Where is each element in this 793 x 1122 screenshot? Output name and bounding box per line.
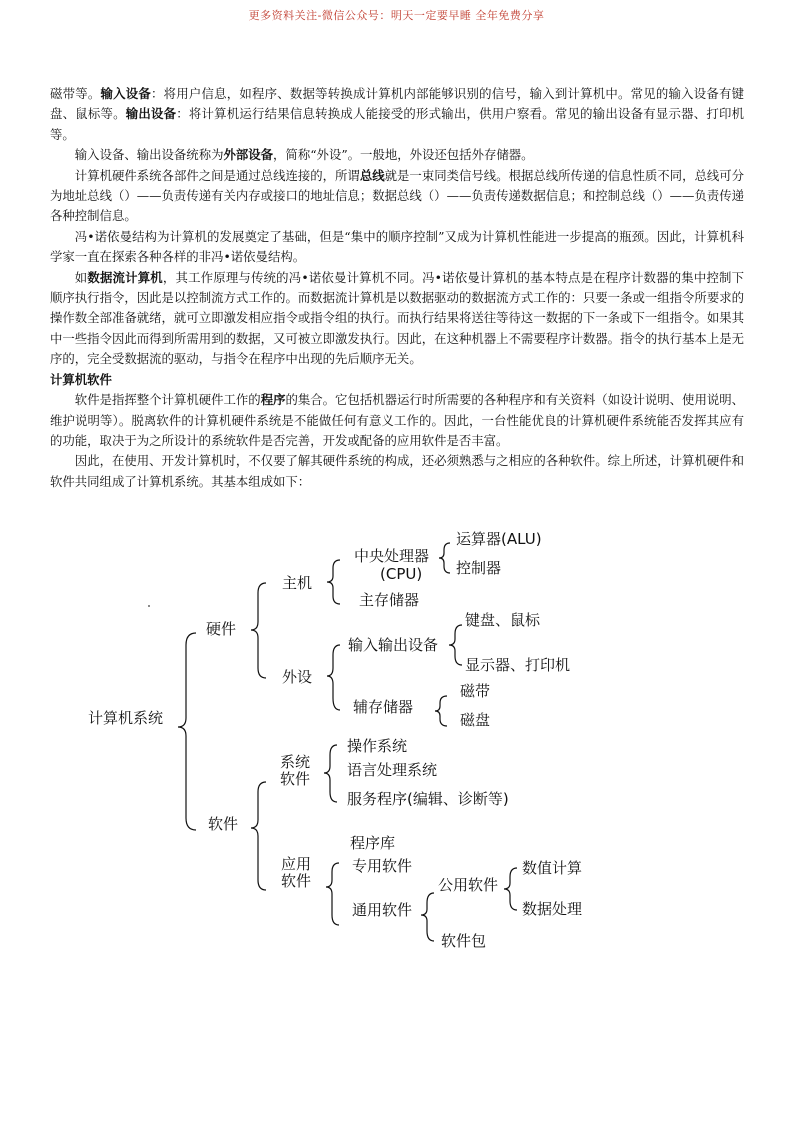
paragraph-software-def: 软件是指挥整个计算机硬件工作的程序的集合。它包括机器运行时所需要的各种程序和有关资料（如设计说明、使用说明、维护说明等）。脱离软件的计算机硬件系统是不能做任何有意义工作的。因此，一台性能优良的计算机硬件系统能否发挥其应有的功能，取决于为之所设计的系统软件是否完善，开发或配备的应用软件是否丰富。 (50, 392, 745, 448)
brace-root (178, 633, 196, 830)
node-peripheral: 外设 (282, 668, 313, 686)
paragraph-dataflow: 如数据流计算机，其工作原理与传统的冯•诺依曼计算机不同。冯•诺依曼计算机的基本特点是在程序计数器的集中控制下顺序执行指令，因此是以控制流方式工作的。而数据流计算机是以数据驱动的数据流方式工作的：只要一条或一组指令所要求的操作数全部准备就绪，就可立即激发相应指令或指令组的执行。而执行结果将送往等待这一数据的下一条或下一组指令。如果其中一些指令因此而得到所需用到的数据，又可被立即激发执行。因此，在这种机器上不需要程序计数器。指令的执行基本上是无序的，完全受数据流的驱动，与指令在程序中出现的先后顺序无关。 (50, 269, 745, 367)
term-output-device: 输出设备 (125, 106, 177, 122)
node-general-software: 通用软件 (352, 901, 413, 919)
term-program: 程序 (260, 392, 286, 408)
brace-software (251, 782, 266, 890)
node-cpu: 中央处理器 (354, 547, 430, 565)
node-app-software-1: 应用 (281, 855, 312, 873)
node-keyboard-mouse: 键盘、鼠标 (465, 611, 541, 629)
node-app-software-2: 软件 (281, 872, 312, 890)
brace-hardware (251, 583, 266, 678)
node-software-package: 软件包 (441, 932, 487, 950)
term-peripheral: 外部设备 (223, 147, 274, 163)
brace-public-software (504, 868, 517, 910)
node-tape: 磁带 (460, 682, 491, 700)
node-service-programs: 服务程序(编辑、诊断等) (347, 790, 509, 808)
brace-system-software (324, 745, 337, 802)
node-cpu-abbr: (CPU) (380, 565, 423, 583)
node-dedicated-software: 专用软件 (352, 857, 413, 875)
node-system-software-1: 系统 (280, 753, 311, 771)
node-main-memory: 主存储器 (359, 591, 420, 609)
term-bus: 总线 (359, 167, 385, 183)
paragraph-von-neumann: 冯•诺依曼结构为计算机的发展奠定了基础，但是“集中的顺序控制”又成为计算机性能进一步提高的瓶颈。因此，计算机科学家一直在探索各种各样的非冯•诺依曼结构。 (50, 228, 744, 265)
section-heading-software: 计算机软件 (50, 371, 112, 387)
node-hardware: 硬件 (206, 620, 237, 638)
node-disk: 磁盘 (460, 711, 491, 729)
node-numeric-calc: 数值计算 (522, 859, 583, 877)
page-header-banner: 更多资料关注-微信公众号：明天一定要早睡 全年免费分享 (248, 9, 545, 22)
brace-cpu (439, 543, 450, 573)
node-computer-system: 计算机系统 (88, 709, 164, 727)
node-alu: 运算器(ALU) (456, 530, 542, 548)
term-input-device: 输入设备 (100, 86, 151, 101)
node-io-device: 输入输出设备 (348, 636, 439, 654)
node-system-software-2: 软件 (280, 770, 311, 788)
node-display-printer: 显示器、打印机 (465, 656, 571, 674)
brace-general-software (421, 893, 434, 941)
brace-app-software (326, 863, 339, 925)
paragraph-bus: 计算机硬件系统各部件之间是通过总线连接的，所谓总线就是一束同类信号线。根据总线所传递的信息性质不同，总线可分为地址总线（）——负责传递有关内存或接口的地址信息；数据总线（）——负责传递数据信息；和控制总线（）——负责传递各种控制信息。 (50, 167, 745, 224)
node-os: 操作系统 (347, 737, 408, 755)
node-software: 软件 (208, 815, 239, 833)
node-library: 程序库 (350, 834, 396, 852)
node-data-processing: 数据处理 (522, 900, 583, 918)
paragraph-io-devices: 磁带等。输入设备：将用户信息，如程序、数据等转换成计算机内部能够识别的信号，输入到计算机中。常见的输入设备有键盘、鼠标等。输出设备：将计算机运行结果信息转换成人能接受的形式输出，供用户察看。常见的输出设备有显示器、打印机等。 (50, 86, 745, 142)
node-public-software: 公用软件 (438, 876, 499, 894)
brace-peripheral (327, 645, 340, 710)
node-aux-storage: 辅存储器 (353, 698, 414, 716)
node-host: 主机 (282, 574, 313, 592)
paragraph-summary: 因此，在使用、开发计算机时，不仅要了解其硬件系统的构成，还必须熟悉与之相应的各种软件。综上所述，计算机硬件和软件共同组成了计算机系统。其基本组成如下： (50, 453, 744, 489)
brace-aux (435, 696, 447, 726)
node-controller: 控制器 (456, 559, 502, 577)
term-dataflow-computer: 数据流计算机 (87, 269, 163, 285)
paragraph-peripherals: 输入设备、输出设备统称为外部设备，简称“外设”。一般地，外设还包括外存储器。 (74, 147, 534, 163)
node-lang-processing: 语言处理系统 (347, 761, 438, 779)
brace-io (449, 625, 462, 665)
brace-host (327, 560, 340, 604)
